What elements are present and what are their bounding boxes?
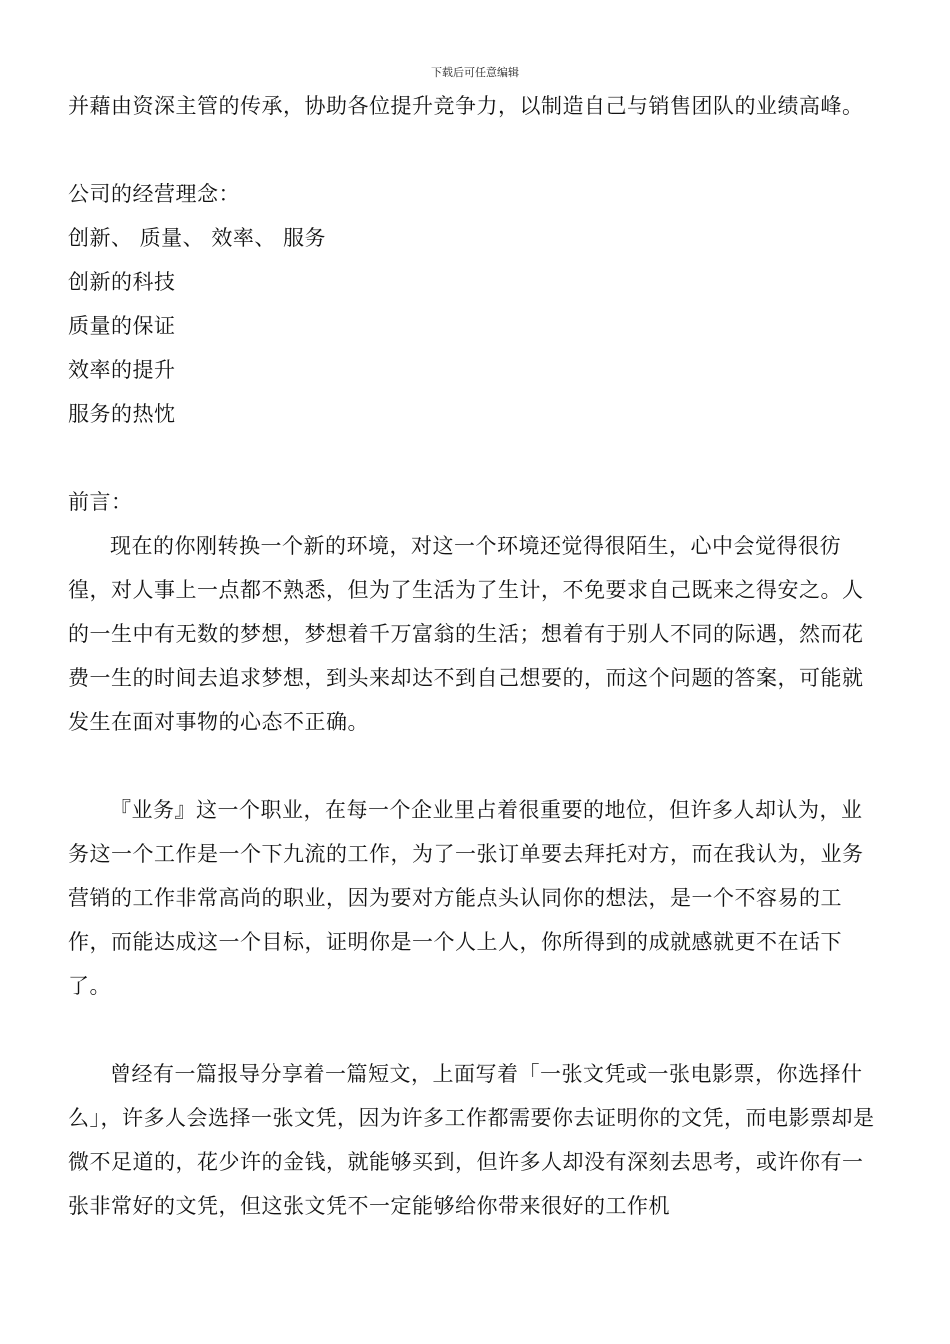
spacer bbox=[68, 436, 882, 480]
spacer bbox=[68, 1008, 882, 1052]
body-paragraph: 『业务』这一个职业，在每一个企业里占着很重要的地位，但许多人却认为，业务这一个工作是一个下九流的工作，为了一张订单要去拜托对方，而在我认为，业务营销的工作非常高尚的职业，因为要对方能点头认同你的想法，是一个不容易的工作，而能达成这一个目标，证明你是一个人上人，你所得到的成就感就更不在话下了。 bbox=[68, 798, 864, 998]
philosophy-item: 创新的科技 bbox=[68, 270, 176, 294]
spacer bbox=[68, 128, 882, 172]
spacer bbox=[68, 744, 882, 788]
philosophy-item: 质量的保证 bbox=[68, 314, 176, 338]
philosophy-item: 服务的热忱 bbox=[68, 402, 176, 426]
document-body bbox=[68, 84, 882, 1228]
page-header-note: 下载后可任意编辑 bbox=[431, 66, 519, 79]
body-paragraph: 现在的你刚转换一个新的环境，对这一个环境还觉得很陌生，心中会觉得很彷徨，对人事上一点都不熟悉，但为了生活为了生计，不免要求自己既来之得安之。人的一生中有无数的梦想，梦想着千万富翁的生活；想着有于别人不同的际遇，然而花费一生的时间去追求梦想，到头来却达不到自己想要的，而这个问题的答案，可能就发生在面对事物的心态不正确。 bbox=[68, 534, 864, 734]
preface-title: 前言： bbox=[68, 490, 133, 514]
philosophy-keywords: 创新、 质量、 效率、 服务 bbox=[68, 226, 327, 250]
body-paragraph: 曾经有一篇报导分享着一篇短文，上面写着「一张文凭或一张电影票，你选择什么」，许多人会选择一张文凭，因为许多工作都需要你去证明你的文凭，而电影票却是微不足道的，花少许的金钱，就能够买到，但许多人却没有深刻去思考，或许你有一张非常好的文凭，但这张文凭不一定能够给你带来很好的工作机 bbox=[68, 1062, 875, 1218]
philosophy-title: 公司的经营理念： bbox=[68, 182, 240, 206]
philosophy-item: 效率的提升 bbox=[68, 358, 176, 382]
intro-paragraph: 并藉由资深主管的传承，协助各位提升竞争力，以制造自己与销售团队的业绩高峰。 bbox=[68, 94, 864, 118]
